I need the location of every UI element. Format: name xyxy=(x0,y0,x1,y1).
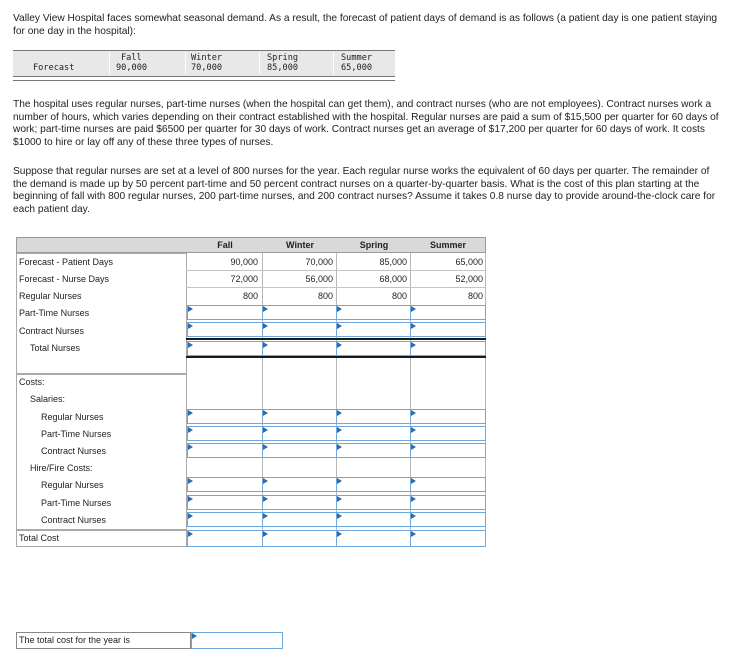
hf-part-time-winter-input[interactable] xyxy=(262,495,337,510)
row-label-patient-days: Forecast - Patient Days xyxy=(19,257,114,267)
total-year-row xyxy=(16,632,283,649)
grid-header-summer: Summer xyxy=(429,240,466,250)
regular-nurses-summer: 800 xyxy=(467,291,483,301)
forecast-table-separator xyxy=(333,52,334,74)
total-cost-winter-input[interactable] xyxy=(262,530,337,547)
intro-text: Valley View Hospital faces somewhat seasonal demand. As a result, the forecast of patient days of demand is as follows (a patient day is one patient staying for one day in the hospital): xyxy=(13,13,718,37)
regular-nurses-fall: 800 xyxy=(242,291,258,301)
regular-nurses-spring: 800 xyxy=(391,291,407,301)
hf-contract-spring-input[interactable] xyxy=(336,512,411,527)
salary-regular-spring-input[interactable] xyxy=(336,409,411,424)
part-time-fall-input[interactable] xyxy=(187,305,263,320)
total-nurses-winter-input[interactable] xyxy=(262,341,337,356)
total-cost-spring-input[interactable] xyxy=(336,530,411,547)
grid-header-winter: Winter xyxy=(286,240,314,250)
salary-regular-summer-input[interactable] xyxy=(410,409,486,424)
salary-contract-label: Contract Nurses xyxy=(41,446,107,456)
total-nurses-spring-input[interactable] xyxy=(336,341,411,356)
row-label-contract: Contract Nurses xyxy=(19,326,85,336)
nurse-plan-grid xyxy=(16,237,486,547)
salary-regular-winter-input[interactable] xyxy=(262,409,337,424)
row-label-part-time: Part-Time Nurses xyxy=(19,308,90,318)
patient-days-spring: 85,000 xyxy=(379,257,407,267)
salary-part-time-summer-input[interactable] xyxy=(410,426,486,441)
total-nurses-summer-input[interactable] xyxy=(410,341,486,356)
forecast-col-spring: Spring xyxy=(267,53,299,63)
total-cost-label: Total Cost xyxy=(19,533,60,543)
hf-regular-summer-input[interactable] xyxy=(410,477,486,492)
forecast-table-top-rule xyxy=(13,50,395,51)
paragraph-costs: The hospital uses regular nurses, part-time nurses (when the hospital can get them), and contract nurses (who are not employees). Contract nurses work a number of hours, which varies depending on their contract established with the hospital. Regular nurses are paid a sum of $15,500 per quarter for 60 days of work; part-time nurses are paid $6500 per quarter for 30 days of work. Contract nurses get an average of $17,200 per quarter for 60 days of work. It costs $1000 to hire or lay off any of these three types of nurses. xyxy=(13,99,719,148)
forecast-val-summer: 65,000 xyxy=(341,63,373,73)
row-label-total-nurses: Total Nurses xyxy=(30,343,81,353)
patient-days-summer: 65,000 xyxy=(455,257,483,267)
hf-regular-spring-input[interactable] xyxy=(336,477,411,492)
forecast-table xyxy=(13,50,395,81)
total-cost-summer-input[interactable] xyxy=(410,530,486,547)
salary-contract-spring-input[interactable] xyxy=(336,443,411,458)
grid-header-fall: Fall xyxy=(217,240,233,250)
contract-winter-input[interactable] xyxy=(262,322,337,337)
total-nurses-bottom-rule xyxy=(186,356,486,358)
part-time-spring-input[interactable] xyxy=(336,305,411,320)
hf-regular-label: Regular Nurses xyxy=(41,480,104,490)
hf-contract-fall-input[interactable] xyxy=(187,512,263,527)
part-time-summer-input[interactable] xyxy=(410,305,486,320)
salary-contract-fall-input[interactable] xyxy=(187,443,263,458)
nurse-days-spring: 68,000 xyxy=(379,274,407,284)
hf-regular-winter-input[interactable] xyxy=(262,477,337,492)
forecast-val-fall: 90,000 xyxy=(116,63,148,73)
hf-part-time-summer-input[interactable] xyxy=(410,495,486,510)
forecast-table-separator xyxy=(259,52,260,74)
contract-fall-input[interactable] xyxy=(187,322,263,337)
forecast-table-bottom-rule xyxy=(13,80,395,81)
patient-days-fall: 90,000 xyxy=(230,257,258,267)
salary-regular-fall-input[interactable] xyxy=(187,409,263,424)
total-cost-fall-input[interactable] xyxy=(187,530,263,547)
salary-part-time-winter-input[interactable] xyxy=(262,426,337,441)
salary-contract-winter-input[interactable] xyxy=(262,443,337,458)
forecast-table-mid-rule xyxy=(13,76,395,77)
grid-header-spring: Spring xyxy=(359,240,389,250)
row-label-nurse-days: Forecast - Nurse Days xyxy=(19,274,110,284)
salary-regular-label: Regular Nurses xyxy=(41,412,104,422)
hf-part-time-fall-input[interactable] xyxy=(187,495,263,510)
contract-spring-input[interactable] xyxy=(336,322,411,337)
forecast-col-winter: Winter xyxy=(191,53,223,63)
hf-part-time-spring-input[interactable] xyxy=(336,495,411,510)
salary-part-time-spring-input[interactable] xyxy=(336,426,411,441)
contract-summer-input[interactable] xyxy=(410,322,486,337)
hf-regular-fall-input[interactable] xyxy=(187,477,263,492)
grid-row-line xyxy=(186,287,486,288)
total-year-label: The total cost for the year is xyxy=(16,632,191,649)
salary-part-time-fall-input[interactable] xyxy=(187,426,263,441)
nurse-days-summer: 52,000 xyxy=(455,274,483,284)
patient-days-winter: 70,000 xyxy=(305,257,333,267)
total-year-input[interactable] xyxy=(191,632,283,649)
hf-part-time-label: Part-Time Nurses xyxy=(41,498,112,508)
hire-fire-label: Hire/Fire Costs: xyxy=(30,463,93,473)
forecast-row-label: Forecast xyxy=(33,63,75,73)
salary-part-time-label: Part-Time Nurses xyxy=(41,429,112,439)
nurse-days-winter: 56,000 xyxy=(305,274,333,284)
grid-row-line xyxy=(186,270,486,271)
total-nurses-fall-input[interactable] xyxy=(187,341,263,356)
salary-contract-summer-input[interactable] xyxy=(410,443,486,458)
paragraph-question: Suppose that regular nurses are set at a level of 800 nurses for the year. Each regular nurse works the equivalent of 60 days per quarter. The remainder of the demand is made up by 50 percent part-time and 50 percent contract nurses on a quarter-by-quarter basis. What is the cost of this plan starting at the beginning of fall with 800 regular nurses, 200 part-time nurses, and 200 contract nurses? Assume it takes 0.8 nurse day to provide around-the-clock care for each patient day. xyxy=(13,166,716,215)
forecast-table-separator xyxy=(109,52,110,74)
nurse-days-fall: 72,000 xyxy=(230,274,258,284)
hf-contract-label: Contract Nurses xyxy=(41,515,107,525)
forecast-table-separator xyxy=(185,52,186,74)
row-label-regular: Regular Nurses xyxy=(19,291,82,301)
forecast-col-summer: Summer xyxy=(341,53,373,63)
costs-label: Costs: xyxy=(19,377,45,387)
hf-contract-summer-input[interactable] xyxy=(410,512,486,527)
salaries-label: Salaries: xyxy=(30,394,66,404)
forecast-val-spring: 85,000 xyxy=(267,63,299,73)
regular-nurses-winter: 800 xyxy=(317,291,333,301)
total-nurses-top-rule xyxy=(186,338,486,340)
forecast-col-fall: Fall xyxy=(121,53,142,63)
forecast-val-winter: 70,000 xyxy=(191,63,223,73)
hf-contract-winter-input[interactable] xyxy=(262,512,337,527)
part-time-winter-input[interactable] xyxy=(262,305,337,320)
